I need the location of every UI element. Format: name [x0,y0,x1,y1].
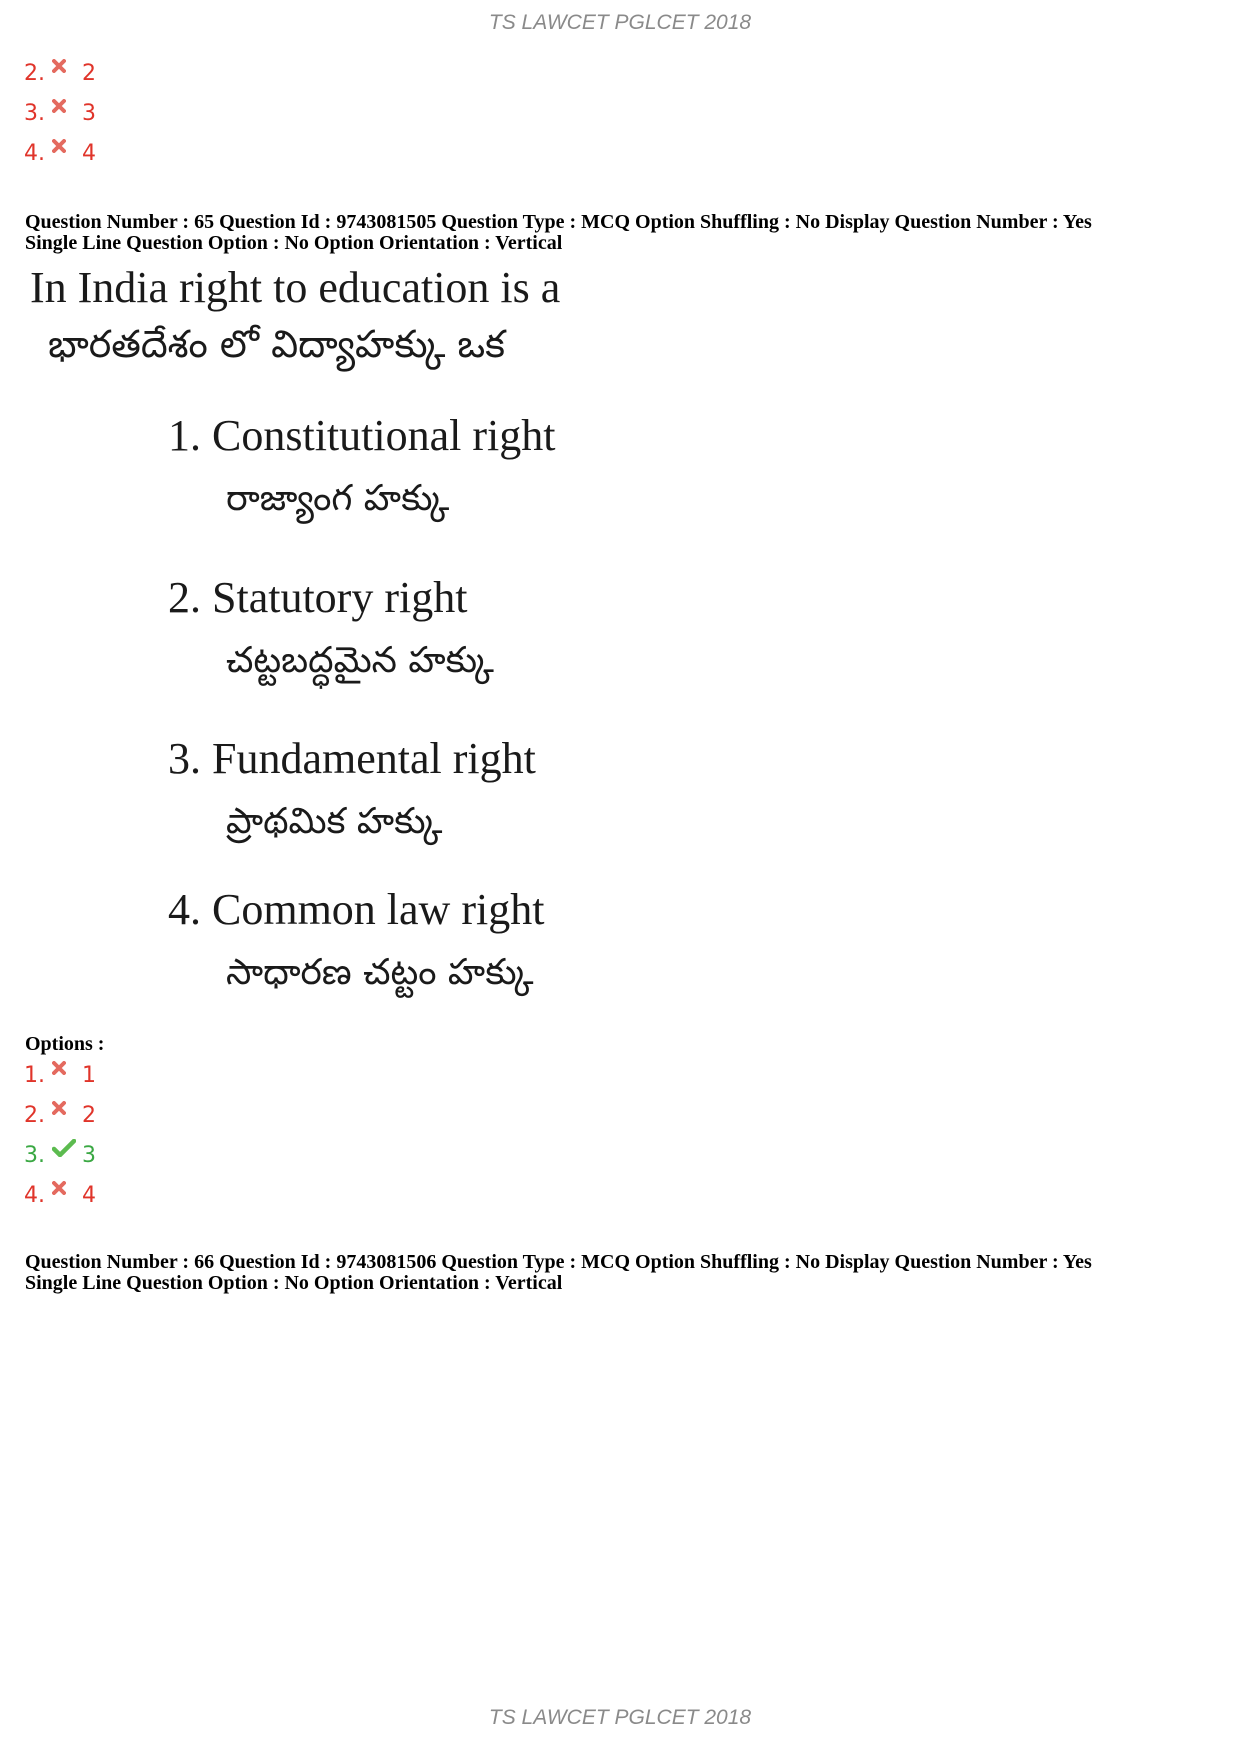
option-number: 1. [24,1062,45,1088]
option-number: 4. [24,140,45,166]
choice-english: 2. Statutory right [168,573,468,622]
option-value: 3 [82,1142,96,1168]
question-66-meta [25,1252,1225,1294]
option-value: 2 [82,60,96,86]
check-icon [52,1139,82,1157]
question-meta-line: Single Line Question Option : No Option Orientation : Vertical [25,1272,563,1294]
option-value: 4 [82,140,96,166]
question-meta-line: Single Line Question Option : No Option Orientation : Vertical [25,232,563,254]
option-row [24,93,96,133]
question-65-body [28,262,628,1022]
option-value: 1 [82,1062,96,1088]
option-row [24,1175,96,1215]
choice-telugu: చట్టబద్ధమైన హక్కు [226,640,494,681]
prev-question-options [24,53,96,173]
question-meta-line: Question Number : 66 Question Id : 9743081506 Question Type : MCQ Option Shuffling : No Display Question Number : Yes [25,1251,1092,1273]
option-number: 2. [24,60,45,86]
cross-icon [52,139,82,153]
choice-english: 3. Fundamental right [168,734,536,783]
choice-english: 4. Common law right [168,885,545,934]
cross-icon [52,1181,82,1195]
option-row [24,1135,96,1175]
option-row [24,133,96,173]
question-stem-english: In India right to education is a [30,263,561,312]
option-number: 2. [24,1102,45,1128]
cross-icon [52,1061,82,1075]
option-number: 3. [24,1142,45,1168]
option-value: 3 [82,100,96,126]
choice-telugu: ప్రాథమిక హక్కు [226,801,443,842]
cross-icon [52,59,82,73]
option-value: 4 [82,1182,96,1208]
choice-2 [168,574,494,690]
page-header: TS LAWCET PGLCET 2018 [488,11,752,34]
question-meta-line: Question Number : 65 Question Id : 9743081505 Question Type : MCQ Option Shuffling : No Display Question Number : Yes [25,211,1092,233]
option-number: 3. [24,100,45,126]
choice-1 [168,412,555,528]
question-stem-telugu: భారతదేశం లో విద్యాహక్కు ఒక [48,322,506,366]
option-value: 2 [82,1102,96,1128]
option-number: 4. [24,1182,45,1208]
option-row [24,1055,96,1095]
option-row [24,53,96,93]
option-row [24,1095,96,1135]
question-65-options [24,1055,96,1215]
choice-4 [168,886,544,1002]
cross-icon [52,99,82,113]
choice-3 [168,735,536,851]
choice-telugu: రాజ్యాంగ హక్కు [226,478,450,519]
choice-telugu: సాధారణ చట్టం హక్కు [226,952,534,993]
question-65-meta [25,212,1225,254]
cross-icon [52,1101,82,1115]
options-label: Options : [25,1033,105,1055]
choice-english: 1. Constitutional right [168,411,556,460]
page-footer: TS LAWCET PGLCET 2018 [488,1706,752,1729]
